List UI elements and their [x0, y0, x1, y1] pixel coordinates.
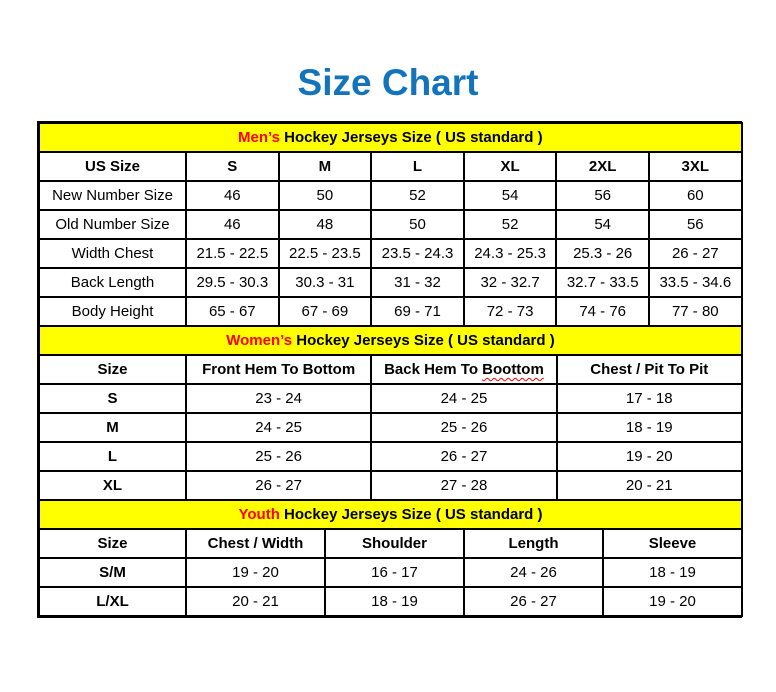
column-header — [371, 355, 556, 384]
value-cell: 24 - 26 — [464, 558, 603, 587]
value-cell: 18 - 19 — [325, 587, 464, 616]
row-label: Old Number Size — [39, 210, 186, 239]
womens-header-row — [39, 355, 742, 384]
value-cell: 26 - 27 — [649, 239, 742, 268]
column-header: M — [279, 152, 372, 181]
value-cell: 19 - 20 — [603, 587, 742, 616]
back-hem-label: Back Hem To — [384, 361, 483, 378]
value-cell: 54 — [464, 181, 557, 210]
row-label: Width Chest — [39, 239, 186, 268]
row-label: L/XL — [39, 587, 186, 616]
value-cell: 72 - 73 — [464, 297, 557, 326]
mens-header-row — [39, 152, 742, 181]
value-cell: 46 — [186, 181, 279, 210]
youth-banner-text: Hockey Jerseys Size ( US standard ) — [279, 506, 543, 523]
row-label: Back Length — [39, 268, 186, 297]
value-cell: 24 - 25 — [371, 384, 556, 413]
table-row — [39, 297, 742, 326]
value-cell: 46 — [186, 210, 279, 239]
value-cell: 65 - 67 — [186, 297, 279, 326]
mens-banner-text: Hockey Jerseys Size ( US standard ) — [279, 129, 543, 146]
value-cell: 69 - 71 — [371, 297, 464, 326]
value-cell: 52 — [371, 181, 464, 210]
mens-size-table — [38, 122, 743, 327]
table-row — [39, 471, 742, 500]
value-cell: 25 - 26 — [371, 413, 556, 442]
row-label: S — [39, 384, 186, 413]
value-cell: 32.7 - 33.5 — [556, 268, 649, 297]
womens-banner-text: Hockey Jerseys Size ( US standard ) — [292, 332, 555, 349]
row-label: M — [39, 413, 186, 442]
value-cell: 23.5 - 24.3 — [371, 239, 464, 268]
misspelled-word: Boottom — [482, 361, 544, 378]
table-row — [39, 181, 742, 210]
column-header: 3XL — [649, 152, 742, 181]
column-header: Sleeve — [603, 529, 742, 558]
value-cell: 50 — [371, 210, 464, 239]
table-row — [39, 384, 742, 413]
value-cell: 25.3 - 26 — [556, 239, 649, 268]
column-header: Length — [464, 529, 603, 558]
row-label: New Number Size — [39, 181, 186, 210]
page-title: Size Chart — [297, 62, 479, 103]
value-cell: 26 - 27 — [464, 587, 603, 616]
value-cell: 50 — [279, 181, 372, 210]
value-cell: 74 - 76 — [556, 297, 649, 326]
column-header: Shoulder — [325, 529, 464, 558]
table-row — [39, 558, 742, 587]
womens-banner-accent: Women’s — [226, 332, 293, 349]
value-cell: 19 - 20 — [557, 442, 742, 471]
column-header: Size — [39, 529, 186, 558]
table-row — [39, 239, 742, 268]
column-header: Chest / Width — [186, 529, 325, 558]
value-cell: 18 - 19 — [557, 413, 742, 442]
value-cell: 22.5 - 23.5 — [279, 239, 372, 268]
column-header: US Size — [39, 152, 186, 181]
youth-banner-accent: Youth — [238, 506, 280, 523]
value-cell: 67 - 69 — [279, 297, 372, 326]
value-cell: 24.3 - 25.3 — [464, 239, 557, 268]
table-row — [39, 413, 742, 442]
value-cell: 56 — [556, 181, 649, 210]
value-cell: 17 - 18 — [557, 384, 742, 413]
column-header: Front Hem To Bottom — [186, 355, 371, 384]
value-cell: 32 - 32.7 — [464, 268, 557, 297]
value-cell: 31 - 32 — [371, 268, 464, 297]
youth-section-banner — [39, 501, 742, 529]
value-cell: 23 - 24 — [186, 384, 371, 413]
table-row — [39, 268, 742, 297]
size-chart — [37, 121, 742, 618]
youth-header-row — [39, 529, 742, 558]
value-cell: 48 — [279, 210, 372, 239]
value-cell: 77 - 80 — [649, 297, 742, 326]
value-cell: 30.3 - 31 — [279, 268, 372, 297]
row-label: S/M — [39, 558, 186, 587]
value-cell: 60 — [649, 181, 742, 210]
womens-section-banner — [39, 327, 742, 355]
value-cell: 26 - 27 — [186, 471, 371, 500]
value-cell: 27 - 28 — [371, 471, 556, 500]
value-cell: 25 - 26 — [186, 442, 371, 471]
value-cell: 56 — [649, 210, 742, 239]
value-cell: 20 - 21 — [557, 471, 742, 500]
table-row — [39, 587, 742, 616]
value-cell: 33.5 - 34.6 — [649, 268, 742, 297]
womens-banner-row — [39, 327, 742, 355]
value-cell: 29.5 - 30.3 — [186, 268, 279, 297]
column-header: 2XL — [556, 152, 649, 181]
mens-banner-accent: Men’s — [238, 129, 280, 146]
column-header: Chest / Pit To Pit — [557, 355, 742, 384]
column-header: XL — [464, 152, 557, 181]
table-row — [39, 442, 742, 471]
value-cell: 16 - 17 — [325, 558, 464, 587]
row-label: Body Height — [39, 297, 186, 326]
value-cell: 52 — [464, 210, 557, 239]
row-label: XL — [39, 471, 186, 500]
value-cell: 54 — [556, 210, 649, 239]
value-cell: 26 - 27 — [371, 442, 556, 471]
value-cell: 21.5 - 22.5 — [186, 239, 279, 268]
value-cell: 20 - 21 — [186, 587, 325, 616]
youth-size-table — [38, 501, 743, 617]
value-cell: 18 - 19 — [603, 558, 742, 587]
column-header: Size — [39, 355, 186, 384]
row-label: L — [39, 442, 186, 471]
value-cell: 24 - 25 — [186, 413, 371, 442]
youth-banner-row — [39, 501, 742, 529]
value-cell: 19 - 20 — [186, 558, 325, 587]
mens-banner-row — [39, 123, 742, 152]
column-header: L — [371, 152, 464, 181]
womens-size-table — [38, 327, 743, 501]
table-row — [39, 210, 742, 239]
column-header: S — [186, 152, 279, 181]
mens-section-banner — [39, 123, 742, 152]
